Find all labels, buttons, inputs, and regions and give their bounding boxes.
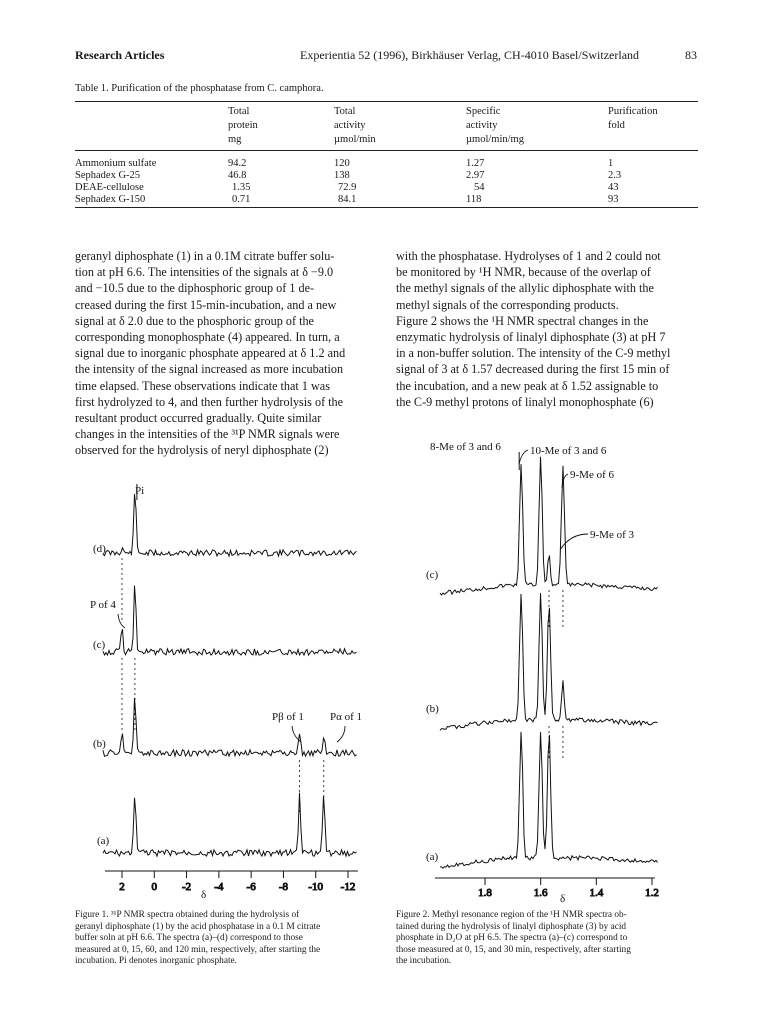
fig1-tick-label: 0 [151,881,158,893]
fig1-axis-label: δ [201,889,207,900]
table-header-cell: µmol/min/mg [466,134,524,145]
spectrum-b [440,593,658,730]
fig2-label-9me6: 9-Me of 6 [570,469,614,481]
table-cell: 2.97 [466,170,485,181]
fig1-label-d: (d) [93,543,106,555]
table-header-cell: activity [334,120,366,131]
fig2-label-9me3: 9-Me of 3 [590,529,634,541]
table-cell: 120 [334,158,350,169]
fig2-label-10me: 10-Me of 3 and 6 [530,445,607,457]
fig1-tick-label: -4 [214,881,224,893]
table-header-cell: Purification [608,106,658,117]
fig1-tick-label: 2 [119,881,125,893]
body-text-right: with the phosphatase. Hydrolyses of 1 and 2 could not be monitored by ¹H NMR, because of the overlap of the methyl signals of the allylic diphosphate with the methyl signals of the corresponding products. Figure 2 shows the ¹H NMR spectral changes in the enzymatic hydrolysis of linalyl diphosphate (3) at pH 7 in a non-buffer solution. The intensity of the C-9 methyl signal of 3 at δ 1.57 decreased during the first 15 min of the incubation, and a new peak at δ 1.52 assignable to the C-9 methyl protons of linalyl monophosphate (6) [396,249,671,409]
table-cell: 93 [608,194,619,205]
figure2-axis [435,878,659,899]
figure2-traces [440,452,658,868]
table-header-cell: Total [334,106,356,117]
figure1-axis [105,871,358,893]
spectrum-c [440,457,658,595]
fig2-arrow-9me3 [560,534,588,550]
fig2-label-c: (c) [426,569,439,581]
table-cell: 54 [474,182,485,193]
fig1-tick-label: -2 [181,881,192,893]
fig1-tick-label: -6 [246,881,256,893]
fig2-arrow-10me [519,450,528,464]
fig1-label-p4: P of 4 [90,599,116,611]
table-header-cell: mg [228,134,242,145]
fig1-label-palpha: Pα of 1 [330,711,363,723]
table-cell: 46.8 [228,170,247,181]
table-header-cell: µmol/min [334,134,376,145]
figure1-traces [103,484,357,856]
figure2-caption: Figure 2. Methyl resonance region of the ¹H NMR spectra ob- tained during the hydrolysis of linalyl diphosphate (3) by acid phosphate in D₂O at pH 6.5. The spectra (a)–(c) correspond to those measured at 0, 15, and 30 min, respectively, after starting the incubation. [396,910,631,967]
fig2-label-b: (b) [426,703,439,715]
fig1-label-c: (c) [93,639,106,651]
table-header-cell: fold [608,120,625,131]
table-cell: Sephadex G-25 [75,170,141,181]
fig1-tick-label: -8 [278,881,289,893]
table-cell: 1.35 [232,182,251,193]
table-header-cell: Total [228,106,250,117]
fig2-tick-label: 1.6 [533,887,548,899]
table-cell: 1 [608,158,614,169]
table-cell: Sephadex G-150 [75,194,146,205]
journal-citation: Experientia 52 (1996), Birkhäuser Verlag, CH-4010 Basel/Switzerland [300,48,640,62]
fig2-tick-label: 1.4 [589,887,604,899]
fig2-label-8me: 8-Me of 3 and 6 [430,441,501,453]
fig1-label-a: (a) [97,835,110,847]
fig1-label-b: (b) [93,738,106,750]
table-cell: Ammonium sulfate [75,158,157,169]
spectrum-c [103,586,357,656]
fig2-tick-label: 1.2 [645,887,659,899]
body-text-left: geranyl diphosphate (1) in a 0.1M citrate buffer solu- tion at pH 6.6. The intensities of the signals at δ −9.0 and −10.5 due to the diphosphoric group of 1 de- creased during the first 15-min-incubation, and a new signal at δ 2.0 due to the phosphoric group of the corresponding monophosphate (4) appeared. In turn, a signal due to inorganic phosphate appeared at δ 1.2 and the intensity of the signal increased as more incubation time elapsed. These observations indicate that 1 was first hydrolyzed to 4, and then further hydrolysis of the resultant product occurred gradually. Quite similar changes in the intensities of the ³¹P NMR signals were observed for the hydrolysis of neryl diphosphate (2) [75,249,346,458]
table-cell: 2.3 [608,170,622,181]
spectrum-d [103,494,357,556]
table-header-cell: protein [228,120,258,131]
spectrum-b [103,698,357,756]
table-caption: Table 1. Purification of the phosphatase from C. camphora. [75,83,324,94]
fig1-label-pbeta: Pβ of 1 [272,711,304,723]
fig1-tick-label: -12 [340,881,356,893]
fig1-label-pi: Pi [135,485,145,497]
table-cell: DEAE-cellulose [75,182,144,193]
table-cell: 118 [466,194,482,205]
fig1-arrow-palpha [337,726,345,742]
table-header-cell: Specific [466,106,501,117]
fig1-tick-label: -10 [308,881,324,893]
fig2-axis-label: δ [560,893,566,905]
figure1-caption: Figure 1. ³¹P NMR spectra obtained during the hydrolysis of geranyl diphosphate (1) by the acid phosphatase in a 0.1 M citrate buffer soln at pH 6.6. The spectra (a)–(d) correspond to those measured at 0, 15, 60, and 120 min, respectively, after starting the incubation. Pi denotes inorganic phosphate. [75,910,321,967]
fig1-arrow-p4 [118,614,125,628]
table-cell: 0.71 [232,194,251,205]
spectrum-a [103,793,357,856]
table-cell: 1.27 [466,158,485,169]
table-bottom-rule [75,207,698,208]
table-top-rule [75,101,698,102]
table-cell: 72.9 [338,182,357,193]
fig1-arrows [118,614,345,742]
fig2-arrows [519,450,588,550]
table-cell: 43 [608,182,619,193]
page-number: 83 [685,48,697,62]
table-header-rule [75,150,698,151]
section-title: Research Articles [75,48,165,62]
table-cell: 84.1 [338,194,357,205]
fig2-label-a: (a) [426,851,439,863]
figure1-spectra [75,470,390,900]
table-cell: 138 [334,170,350,181]
figure2-spectra [400,430,700,905]
fig2-tick-label: 1.8 [478,887,492,899]
table-cell: 94.2 [228,158,247,169]
table-header-cell: activity [466,120,498,131]
figure1-guides [122,558,324,815]
